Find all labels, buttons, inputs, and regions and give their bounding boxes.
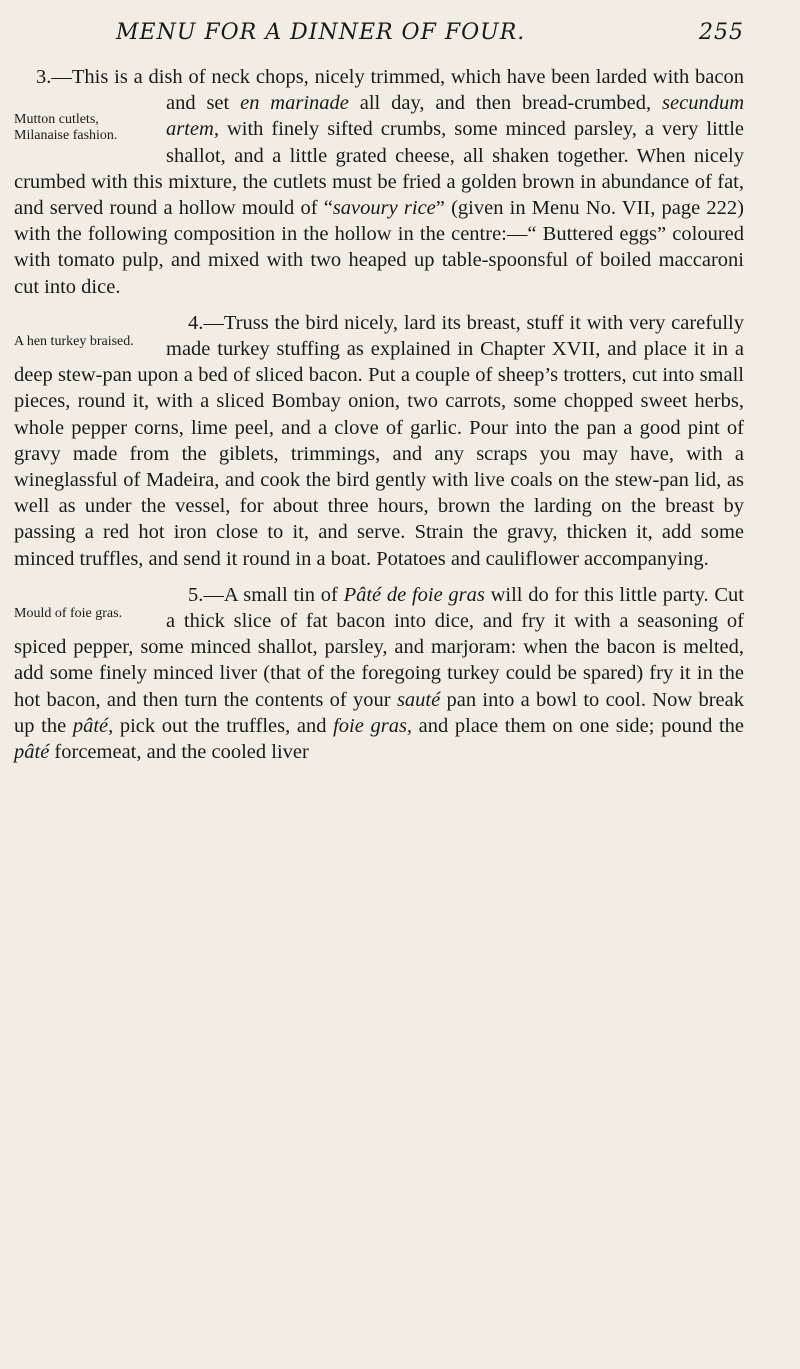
paragraph-3 bbox=[14, 64, 744, 300]
running-head bbox=[14, 20, 744, 54]
page-title: MENU FOR A DINNER OF FOUR. bbox=[116, 20, 526, 45]
margin-note: Mould of foie gras. bbox=[14, 605, 123, 621]
paragraph-text: 3.—This is a dish of neck chops, nicely trimmed, which have been larded with bacon and set Mutton cutlets, Milanaise fashion. en marinade all day, and then bread-crumbed, secundum artem, with finely sifted crumbs, some minced parsley, a very little shallot, and a little grated cheese, all shaken together. When nicely crumbed with this mixture, the cutlets must be fried a golden brown in abundance of fat, and served round a hollow mould of “savoury rice” (given in Menu No. VII, page 222) with the following composition in the hollow in the centre:—“ Buttered eggs” coloured with tomato pulp, and mixed with two heaped up table-spoonsful of boiled maccaroni cut into dice. bbox=[14, 66, 744, 298]
paragraph-text: 5.—A small tin of Pâté de foie gras Mould of foie gras. will do for this little party. Cut a thick slice of fat bacon into dice, and fry it with a seasoning of spiced pepper, some minced shallot, parsley, and marjoram: when the bacon is melted, add some finely minced liver (that of the foregoing turkey could be spared) fry it in the hot bacon, and then turn the contents of your sauté pan into a bowl to cool. Now break up the pâté, pick out the truffles, and foie gras, and place them on one side; pound the pâté forcemeat, and the cooled liver bbox=[14, 583, 745, 764]
margin-note: A hen turkey braised. bbox=[14, 333, 134, 349]
body-text bbox=[14, 64, 744, 765]
paragraph-number: 4. bbox=[188, 311, 204, 334]
paragraph-5 bbox=[14, 582, 744, 765]
paragraph-4 bbox=[14, 310, 744, 572]
page-number: 255 bbox=[699, 20, 744, 45]
paragraph-number: 3. bbox=[36, 66, 52, 88]
paragraph-text: 4. A hen turkey braised. —Truss the bird nicely, lard its breast, stuff it with very carefully made turkey stuffing as explained in Chapter XVII, and place it in a deep stew-pan upon a bed of sliced bacon. Put a couple of sheep’s trotters, cut into small pieces, round it, with a sliced Bombay onion, two carrots, some chopped sweet herbs, whole pepper corns, lime peel, and a clove of garlic. Pour into the pan a good pint of gravy made from the giblets, trimmings, and any scraps you may have, with a wineglassful of Madeira, and cook the bird gently with live coals on the stew-pan lid, as well as under the vessel, for about three hours, brown the larding on the breast by passing a red hot iron close to it, and serve. Strain the gravy, thicken it, add some minced truffles, and send it round in a boat. Potatoes and cauliflower accompanying. bbox=[14, 311, 744, 570]
margin-note: Mutton cutlets, Milanaise fashion. bbox=[14, 112, 118, 144]
paragraph-number: 5. bbox=[188, 583, 204, 606]
